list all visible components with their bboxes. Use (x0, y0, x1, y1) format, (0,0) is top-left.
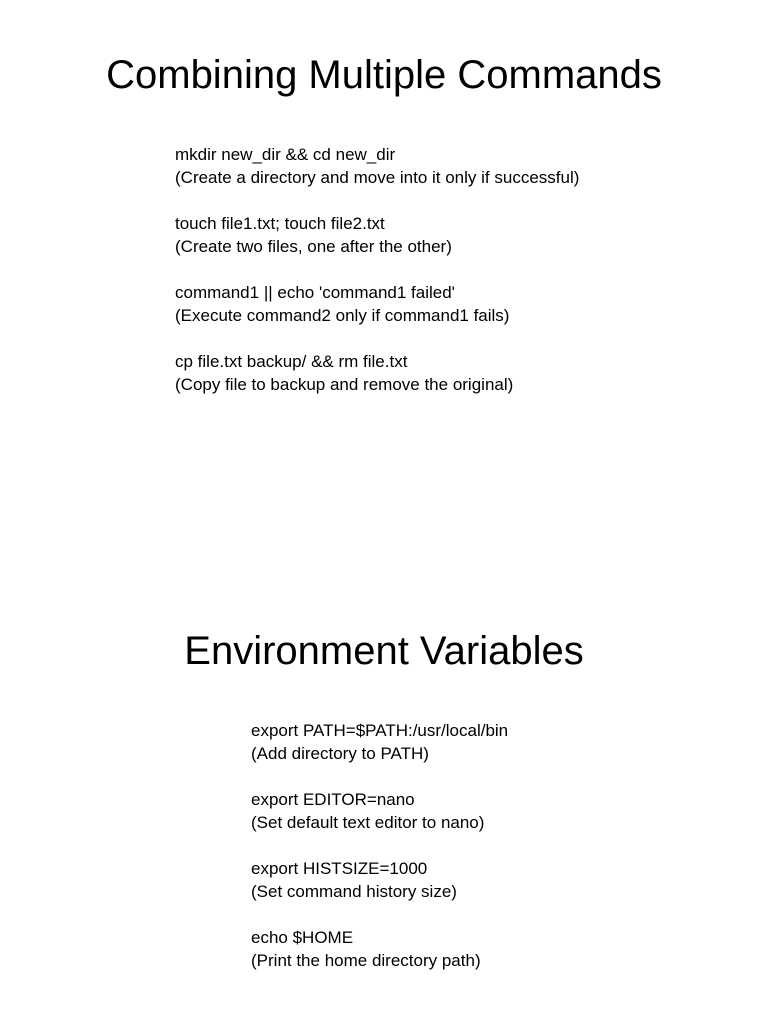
command-item (251, 719, 508, 765)
command-text: cp file.txt backup/ && rm file.txt (175, 352, 408, 371)
command-item (175, 143, 579, 189)
command-text: touch file1.txt; touch file2.txt (175, 214, 385, 233)
command-item (251, 926, 508, 972)
command-text: export PATH=$PATH:/usr/local/bin (251, 721, 509, 740)
command-description: (Execute command2 only if command1 fails) (175, 306, 510, 325)
command-description: (Create a directory and move into it only if successful) (175, 168, 580, 187)
command-item (175, 350, 579, 396)
command-list (251, 719, 508, 995)
command-item (175, 281, 579, 327)
slide-title: Environment Variables (184, 629, 584, 673)
command-text: mkdir new_dir && cd new_dir (175, 145, 396, 164)
slide-title: Combining Multiple Commands (106, 53, 662, 97)
command-description: (Copy file to backup and remove the original) (175, 375, 514, 394)
command-item (251, 788, 508, 834)
command-text: export HISTSIZE=1000 (251, 859, 428, 878)
command-list (175, 143, 579, 419)
command-text: command1 || echo 'command1 failed' (175, 283, 455, 302)
command-description: (Create two files, one after the other) (175, 237, 452, 256)
command-text: export EDITOR=nano (251, 790, 415, 809)
command-text: echo $HOME (251, 928, 354, 947)
command-description: (Print the home directory path) (251, 951, 481, 970)
slide-environment-variables (0, 512, 768, 1024)
command-description: (Set default text editor to nano) (251, 813, 485, 832)
command-item (251, 857, 508, 903)
command-item (175, 212, 579, 258)
command-description: (Add directory to PATH) (251, 744, 429, 763)
command-description: (Set command history size) (251, 882, 457, 901)
